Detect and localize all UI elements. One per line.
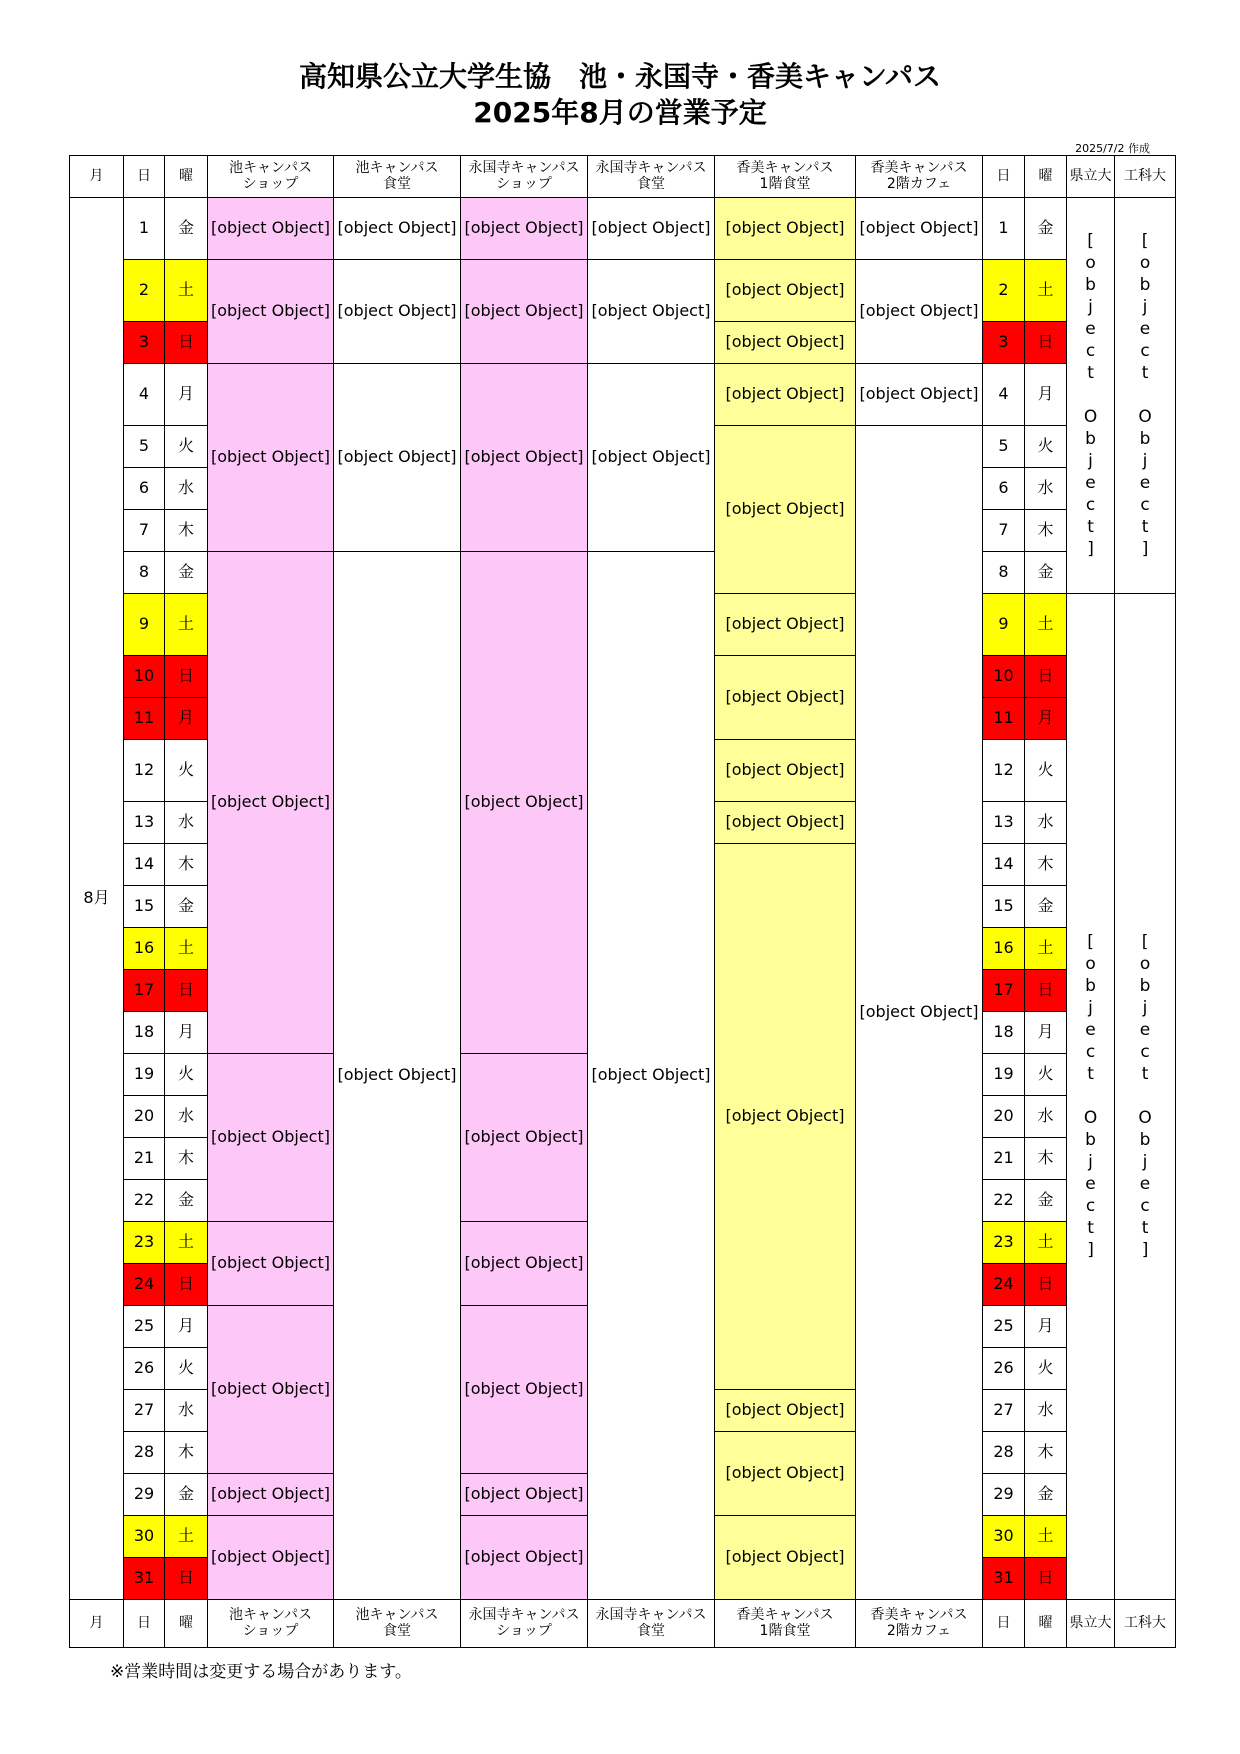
day-number-cell: 3 — [982, 321, 1025, 364]
weekday-cell: 土 — [1024, 259, 1067, 322]
day-number-cell: 13 — [123, 801, 165, 844]
footer-header-cell: 池キャンパス ショップ — [207, 1599, 334, 1648]
day-number-cell: 12 — [982, 739, 1025, 802]
weekday-cell: 金 — [164, 1179, 208, 1222]
day-number-cell: 7 — [123, 509, 165, 552]
kami-1f-block: [object Object] — [714, 1515, 856, 1600]
day-number-cell: 9 — [982, 593, 1025, 656]
day-number-cell: 21 — [123, 1137, 165, 1180]
footer-header-cell: 曜 — [1024, 1599, 1067, 1648]
weekday-cell: 木 — [164, 843, 208, 886]
weekday-cell: 水 — [164, 1389, 208, 1432]
day-number-cell: 11 — [123, 697, 165, 740]
header-cell: 曜 — [1024, 155, 1067, 198]
weekday-cell: 土 — [164, 1221, 208, 1264]
header-cell: 月 — [69, 155, 124, 198]
eikokuji-shop-block: [object Object] — [460, 1473, 588, 1516]
footer-header-cell: 工科大 — [1114, 1599, 1176, 1648]
weekday-cell: 金 — [1024, 551, 1067, 594]
weekday-cell: 日 — [1024, 969, 1067, 1012]
day-number-cell: 16 — [982, 927, 1025, 970]
kami-2f-block: [object Object] — [855, 259, 983, 364]
weekday-cell: 火 — [1024, 739, 1067, 802]
koka-term-block: [object Object] — [1114, 593, 1176, 1600]
day-number-cell: 25 — [982, 1305, 1025, 1348]
weekday-cell: 水 — [1024, 1095, 1067, 1138]
weekday-cell: 月 — [164, 1305, 208, 1348]
day-number-cell: 16 — [123, 927, 165, 970]
day-number-cell: 2 — [123, 259, 165, 322]
day-number-cell: 22 — [123, 1179, 165, 1222]
day-number-cell: 1 — [123, 197, 165, 260]
day-number-cell: 8 — [123, 551, 165, 594]
day-number-cell: 2 — [982, 259, 1025, 322]
day-number-cell: 10 — [982, 655, 1025, 698]
day-number-cell: 20 — [123, 1095, 165, 1138]
ike-cafeteria-block: [object Object] — [333, 259, 461, 364]
ike-shop-block: [object Object] — [207, 1053, 334, 1222]
day-number-cell: 18 — [982, 1011, 1025, 1054]
day-number-cell: 31 — [123, 1557, 165, 1600]
footer-header-cell: 永国寺キャンパス 食堂 — [587, 1599, 715, 1648]
weekday-cell: 水 — [1024, 801, 1067, 844]
kami-2f-block: [object Object] — [855, 425, 983, 1600]
weekday-cell: 土 — [1024, 593, 1067, 656]
weekday-cell: 月 — [1024, 363, 1067, 426]
weekday-cell: 木 — [1024, 843, 1067, 886]
day-number-cell: 29 — [123, 1473, 165, 1516]
header-cell: 日 — [123, 155, 165, 198]
header-cell: 永国寺キャンパス ショップ — [460, 155, 588, 198]
ike-shop-block: [object Object] — [207, 1305, 334, 1474]
day-number-cell: 24 — [982, 1263, 1025, 1306]
day-number-cell: 9 — [123, 593, 165, 656]
kami-1f-block: [object Object] — [714, 801, 856, 844]
kami-1f-block: [object Object] — [714, 363, 856, 426]
footer-header-cell: 香美キャンパス 1階食堂 — [714, 1599, 856, 1648]
day-number-cell: 14 — [123, 843, 165, 886]
day-number-cell: 26 — [982, 1347, 1025, 1390]
weekday-cell: 水 — [1024, 467, 1067, 510]
weekday-cell: 火 — [164, 1053, 208, 1096]
page-subtitle: 2025年8月の営業予定 — [473, 96, 767, 129]
weekday-cell: 土 — [1024, 1515, 1067, 1558]
eikokuji-shop-block: [object Object] — [460, 259, 588, 364]
eikokuji-cafeteria-block: [object Object] — [587, 363, 715, 552]
kenritsu-term-block: [object Object] — [1066, 197, 1115, 594]
day-number-cell: 15 — [123, 885, 165, 928]
weekday-cell: 日 — [1024, 1263, 1067, 1306]
weekday-cell: 火 — [1024, 1053, 1067, 1096]
footer-header-cell: 月 — [69, 1599, 124, 1648]
eikokuji-shop-block: [object Object] — [460, 1515, 588, 1600]
header-cell: 永国寺キャンパス 食堂 — [587, 155, 715, 198]
eikokuji-shop-block: [object Object] — [460, 1221, 588, 1306]
weekday-cell: 金 — [1024, 197, 1067, 260]
day-number-cell: 31 — [982, 1557, 1025, 1600]
kami-1f-block: [object Object] — [714, 655, 856, 740]
day-number-cell: 12 — [123, 739, 165, 802]
month-cell: 8月 — [69, 197, 124, 1600]
footer-header-cell: 永国寺キャンパス ショップ — [460, 1599, 588, 1648]
day-number-cell: 6 — [123, 467, 165, 510]
day-number-cell: 7 — [982, 509, 1025, 552]
footer-header-cell: 香美キャンパス 2階カフェ — [855, 1599, 983, 1648]
ike-cafeteria-block: [object Object] — [333, 363, 461, 552]
weekday-cell: 火 — [164, 425, 208, 468]
weekday-cell: 火 — [164, 739, 208, 802]
kami-1f-block: [object Object] — [714, 843, 856, 1390]
kami-2f-block: [object Object] — [855, 197, 983, 260]
day-number-cell: 5 — [123, 425, 165, 468]
day-number-cell: 4 — [123, 363, 165, 426]
kami-1f-block: [object Object] — [714, 259, 856, 322]
day-number-cell: 17 — [982, 969, 1025, 1012]
eikokuji-shop-block: [object Object] — [460, 363, 588, 552]
day-number-cell: 4 — [982, 363, 1025, 426]
weekday-cell: 水 — [164, 467, 208, 510]
day-number-cell: 24 — [123, 1263, 165, 1306]
weekday-cell: 土 — [164, 593, 208, 656]
ike-cafeteria-block: [object Object] — [333, 551, 461, 1600]
weekday-cell: 日 — [1024, 321, 1067, 364]
day-number-cell: 14 — [982, 843, 1025, 886]
day-number-cell: 18 — [123, 1011, 165, 1054]
day-number-cell: 19 — [982, 1053, 1025, 1096]
kami-1f-block: [object Object] — [714, 1431, 856, 1516]
day-number-cell: 27 — [982, 1389, 1025, 1432]
weekday-cell: 日 — [164, 969, 208, 1012]
weekday-cell: 火 — [1024, 1347, 1067, 1390]
day-number-cell: 5 — [982, 425, 1025, 468]
day-number-cell: 21 — [982, 1137, 1025, 1180]
day-number-cell: 28 — [123, 1431, 165, 1474]
header-cell: 県立大 — [1066, 155, 1115, 198]
ike-shop-block: [object Object] — [207, 197, 334, 260]
kami-1f-block: [object Object] — [714, 321, 856, 364]
weekday-cell: 土 — [1024, 1221, 1067, 1264]
weekday-cell: 水 — [164, 801, 208, 844]
weekday-cell: 日 — [164, 1263, 208, 1306]
weekday-cell: 金 — [164, 1473, 208, 1516]
weekday-cell: 火 — [164, 1347, 208, 1390]
kenritsu-term-block: [object Object] — [1066, 593, 1115, 1600]
page-title: 高知県公立大学生協 池・永国寺・香美キャンパス — [298, 60, 942, 93]
eikokuji-shop-block: [object Object] — [460, 197, 588, 260]
day-number-cell: 19 — [123, 1053, 165, 1096]
weekday-cell: 月 — [164, 363, 208, 426]
ike-shop-block: [object Object] — [207, 259, 334, 364]
weekday-cell: 木 — [164, 1431, 208, 1474]
day-number-cell: 15 — [982, 885, 1025, 928]
weekday-cell: 金 — [1024, 1179, 1067, 1222]
kami-2f-block: [object Object] — [855, 363, 983, 426]
header-cell: 曜 — [164, 155, 208, 198]
ike-shop-block: [object Object] — [207, 551, 334, 1054]
footnote: ※営業時間は変更する場合があります。 — [110, 1662, 412, 1682]
day-number-cell: 10 — [123, 655, 165, 698]
day-number-cell: 26 — [123, 1347, 165, 1390]
kami-1f-block: [object Object] — [714, 197, 856, 260]
weekday-cell: 水 — [1024, 1389, 1067, 1432]
header-cell: 池キャンパス ショップ — [207, 155, 334, 198]
header-cell: 工科大 — [1114, 155, 1176, 198]
weekday-cell: 木 — [1024, 1137, 1067, 1180]
day-number-cell: 29 — [982, 1473, 1025, 1516]
day-number-cell: 22 — [982, 1179, 1025, 1222]
kami-1f-block: [object Object] — [714, 1389, 856, 1432]
weekday-cell: 木 — [1024, 509, 1067, 552]
ike-cafeteria-block: [object Object] — [333, 197, 461, 260]
created-date: 2025/7/2 作成 — [1075, 142, 1150, 155]
header-cell: 池キャンパス 食堂 — [333, 155, 461, 198]
footer-header-cell: 池キャンパス 食堂 — [333, 1599, 461, 1648]
footer-header-cell: 日 — [123, 1599, 165, 1648]
eikokuji-cafeteria-block: [object Object] — [587, 551, 715, 1600]
eikokuji-cafeteria-block: [object Object] — [587, 197, 715, 260]
weekday-cell: 木 — [1024, 1431, 1067, 1474]
weekday-cell: 金 — [1024, 885, 1067, 928]
day-number-cell: 11 — [982, 697, 1025, 740]
day-number-cell: 25 — [123, 1305, 165, 1348]
weekday-cell: 日 — [1024, 1557, 1067, 1600]
ike-shop-block: [object Object] — [207, 1473, 334, 1516]
eikokuji-cafeteria-block: [object Object] — [587, 259, 715, 364]
ike-shop-block: [object Object] — [207, 1221, 334, 1306]
ike-shop-block: [object Object] — [207, 1515, 334, 1600]
weekday-cell: 水 — [164, 1095, 208, 1138]
day-number-cell: 17 — [123, 969, 165, 1012]
weekday-cell: 日 — [1024, 655, 1067, 698]
kami-1f-block: [object Object] — [714, 593, 856, 656]
weekday-cell: 木 — [164, 1137, 208, 1180]
day-number-cell: 8 — [982, 551, 1025, 594]
weekday-cell: 金 — [164, 885, 208, 928]
weekday-cell: 月 — [1024, 1305, 1067, 1348]
day-number-cell: 20 — [982, 1095, 1025, 1138]
footer-header-cell: 県立大 — [1066, 1599, 1115, 1648]
day-number-cell: 3 — [123, 321, 165, 364]
day-number-cell: 13 — [982, 801, 1025, 844]
weekday-cell: 金 — [164, 197, 208, 260]
header-cell: 香美キャンパス 2階カフェ — [855, 155, 983, 198]
day-number-cell: 30 — [982, 1515, 1025, 1558]
eikokuji-shop-block: [object Object] — [460, 551, 588, 1054]
day-number-cell: 27 — [123, 1389, 165, 1432]
weekday-cell: 土 — [1024, 927, 1067, 970]
footer-header-cell: 曜 — [164, 1599, 208, 1648]
eikokuji-shop-block: [object Object] — [460, 1305, 588, 1474]
weekday-cell: 月 — [164, 697, 208, 740]
day-number-cell: 6 — [982, 467, 1025, 510]
day-number-cell: 28 — [982, 1431, 1025, 1474]
weekday-cell: 日 — [164, 655, 208, 698]
weekday-cell: 日 — [164, 321, 208, 364]
weekday-cell: 月 — [164, 1011, 208, 1054]
weekday-cell: 木 — [164, 509, 208, 552]
weekday-cell: 金 — [164, 551, 208, 594]
day-number-cell: 1 — [982, 197, 1025, 260]
weekday-cell: 土 — [164, 927, 208, 970]
day-number-cell: 30 — [123, 1515, 165, 1558]
footer-header-cell: 日 — [982, 1599, 1025, 1648]
weekday-cell: 月 — [1024, 1011, 1067, 1054]
weekday-cell: 土 — [164, 1515, 208, 1558]
eikokuji-shop-block: [object Object] — [460, 1053, 588, 1222]
weekday-cell: 日 — [164, 1557, 208, 1600]
header-cell: 日 — [982, 155, 1025, 198]
header-cell: 香美キャンパス 1階食堂 — [714, 155, 856, 198]
day-number-cell: 23 — [982, 1221, 1025, 1264]
kami-1f-block: [object Object] — [714, 739, 856, 802]
koka-term-block: [object Object] — [1114, 197, 1176, 594]
weekday-cell: 月 — [1024, 697, 1067, 740]
kami-1f-block: [object Object] — [714, 425, 856, 594]
ike-shop-block: [object Object] — [207, 363, 334, 552]
weekday-cell: 火 — [1024, 425, 1067, 468]
weekday-cell: 金 — [1024, 1473, 1067, 1516]
weekday-cell: 土 — [164, 259, 208, 322]
day-number-cell: 23 — [123, 1221, 165, 1264]
